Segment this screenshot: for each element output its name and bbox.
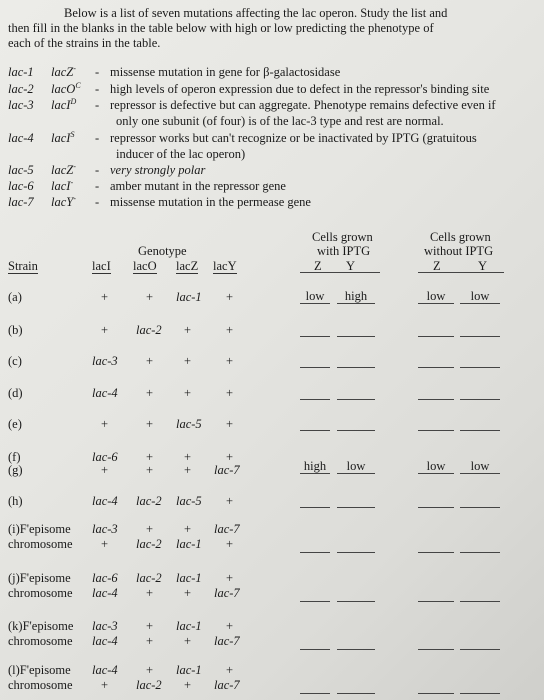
- genotype-cell-lacI: +: [101, 323, 109, 337]
- without-iptg-z-blank[interactable]: [418, 679, 454, 694]
- genotype-cell-lacZ: lac-1: [176, 537, 202, 551]
- mutation-name: lac-2: [8, 82, 34, 96]
- genotype-cell-lacZ: +: [184, 463, 192, 477]
- episome-label: (j)F'episome: [8, 571, 71, 585]
- without-iptg-y-blank[interactable]: [460, 416, 500, 431]
- with-iptg-y-blank[interactable]: [337, 385, 375, 400]
- mutation-gene-superscript: -: [73, 161, 76, 171]
- genotype-cell-lacO: +: [146, 290, 154, 304]
- without-iptg-y-blank[interactable]: [460, 538, 500, 553]
- without-iptg-z-blank[interactable]: [418, 385, 454, 400]
- genotype-cell-lacY: +: [226, 450, 234, 464]
- mutation-description: repressor works but can't recognize or be inactivated by IPTG (gratuitous: [110, 131, 477, 145]
- genotype-cell-lacZ: lac-5: [176, 494, 202, 508]
- strain-label: (d): [8, 386, 23, 400]
- without-iptg-z-blank[interactable]: [418, 416, 454, 431]
- genotype-cell-lacO: +: [146, 634, 154, 648]
- mutation-gene-superscript: -: [70, 177, 74, 187]
- mutation-gene-symbol: lacY: [51, 195, 74, 209]
- genotype-cell-lacZ: lac-1: [176, 290, 202, 304]
- genotype-cell-lacO: +: [146, 586, 154, 600]
- strain-header: Strain: [8, 259, 38, 273]
- mutation-gene-superscript: D: [70, 96, 77, 106]
- with-iptg-z-blank[interactable]: [300, 538, 330, 553]
- with-iptg-z-blank[interactable]: [300, 322, 330, 337]
- genotype-cell-lacI: lac-4: [92, 386, 118, 400]
- mutation-description: missense mutation in the permease gene: [110, 195, 311, 209]
- with-iptg-y-blank[interactable]: [337, 587, 375, 602]
- genotype-cell-lacO: +: [146, 450, 154, 464]
- strain-label: (f): [8, 450, 21, 464]
- strain-label: (a): [8, 290, 22, 304]
- genotype-cell-lacY: +: [226, 663, 234, 677]
- without-iptg-y-blank[interactable]: [460, 493, 500, 508]
- with-iptg-y-blank[interactable]: [337, 538, 375, 553]
- mutation-gene-superscript: C: [75, 80, 81, 90]
- chromosome-label: chromosome: [8, 634, 73, 648]
- with-iptg-y-blank[interactable]: [337, 679, 375, 694]
- mutation-gene: [51, 82, 81, 96]
- genotype-cell-lacY: +: [226, 619, 234, 633]
- genotype-cell-lacI: lac-3: [92, 619, 118, 633]
- mutation-gene-symbol: lacO: [51, 82, 76, 96]
- genotype-cell-lacZ: +: [184, 586, 192, 600]
- strain-label: (b): [8, 323, 23, 337]
- mutation-gene-symbol: lacZ: [51, 65, 74, 79]
- genotype-cell-lacZ: lac-1: [176, 619, 202, 633]
- with-iptg-y-blank[interactable]: low: [337, 459, 375, 474]
- mutation-description: missense mutation in gene for β-galactosidase: [110, 65, 341, 79]
- mutation-dash: -: [95, 163, 100, 177]
- without-iptg-z-blank[interactable]: low: [418, 289, 454, 304]
- genotype-cell-lacO: +: [146, 354, 154, 368]
- episome-label: (k)F'episome: [8, 619, 74, 633]
- without-iptg-y-blank[interactable]: low: [460, 289, 500, 304]
- genotype-cell-lacZ: +: [184, 323, 192, 337]
- mutation-dash: -: [95, 195, 100, 209]
- mutation-dash: -: [95, 131, 100, 145]
- mutation-description-cont: inducer of the lac operon): [116, 147, 246, 161]
- genotype-cell-lacI: lac-3: [92, 522, 118, 536]
- genotype-cell-lacY: +: [226, 386, 234, 400]
- genotype-cell-lacZ: +: [184, 678, 192, 692]
- genotype-cell-lacY: +: [226, 417, 234, 431]
- with-iptg-z-blank[interactable]: [300, 385, 330, 400]
- mutation-gene: [51, 195, 76, 209]
- strain-label: (e): [8, 417, 22, 431]
- genotype-cell-lacI: lac-6: [92, 450, 118, 464]
- without-iptg-z-blank[interactable]: [418, 538, 454, 553]
- mutation-dash: -: [95, 65, 100, 79]
- without-iptg-header-2: without IPTG: [424, 244, 494, 258]
- mutation-name: lac-1: [8, 65, 34, 79]
- without-iptg-z-blank[interactable]: low: [418, 459, 454, 474]
- intro-line-1: Below is a list of seven mutations affecting the lac operon. Study the list and: [64, 6, 448, 20]
- with-iptg-y-blank[interactable]: high: [337, 289, 375, 304]
- genotype-cell-lacI: lac-4: [92, 634, 118, 648]
- with-iptg-y-blank[interactable]: [337, 322, 375, 337]
- genotype-cell-lacI: +: [101, 463, 109, 477]
- genotype-cell-lacY: +: [226, 537, 234, 551]
- genotype-cell-lacI: +: [101, 290, 109, 304]
- genotype-cell-lacY: lac-7: [214, 634, 240, 648]
- without-z-header: Z: [433, 259, 441, 273]
- genotype-cell-lacI: +: [101, 678, 109, 692]
- strain-label: (c): [8, 354, 22, 368]
- mutation-gene: [51, 131, 74, 145]
- mutation-dash: -: [95, 82, 100, 96]
- without-iptg-z-blank[interactable]: [418, 635, 454, 650]
- with-iptg-y-blank[interactable]: [337, 635, 375, 650]
- mutation-description: amber mutant in the repressor gene: [110, 179, 286, 193]
- col-lacI: lacI: [92, 259, 111, 273]
- genotype-cell-lacO: +: [146, 386, 154, 400]
- mutation-name: lac-6: [8, 179, 34, 193]
- genotype-cell-lacZ: +: [184, 522, 192, 536]
- genotype-cell-lacY: lac-7: [214, 586, 240, 600]
- without-iptg-z-blank[interactable]: [418, 587, 454, 602]
- with-iptg-z-blank[interactable]: [300, 493, 330, 508]
- col-lacZ: lacZ: [176, 259, 199, 273]
- with-iptg-z-blank[interactable]: [300, 635, 330, 650]
- without-iptg-y-blank[interactable]: [460, 385, 500, 400]
- chromosome-label: chromosome: [8, 586, 73, 600]
- with-y-header: Y: [346, 259, 356, 273]
- mutation-description-cont: only one subunit (of four) is of the lac-3 type and rest are normal.: [116, 114, 444, 128]
- chromosome-label: chromosome: [8, 678, 73, 692]
- without-iptg-zy-rule: [418, 258, 504, 273]
- genotype-cell-lacI: lac-4: [92, 663, 118, 677]
- genotype-cell-lacO: lac-2: [136, 323, 162, 337]
- genotype-cell-lacZ: +: [184, 634, 192, 648]
- mutation-description: very strongly polar: [110, 163, 206, 177]
- genotype-cell-lacY: +: [226, 323, 234, 337]
- genotype-cell-lacY: +: [226, 494, 234, 508]
- genotype-cell-lacY: lac-7: [214, 678, 240, 692]
- mutation-gene-superscript: -: [73, 63, 76, 73]
- genotype-cell-lacO: +: [146, 463, 154, 477]
- genotype-cell-lacZ: +: [184, 386, 192, 400]
- genotype-cell-lacY: lac-7: [214, 522, 240, 536]
- with-iptg-z-blank[interactable]: [300, 353, 330, 368]
- genotype-cell-lacY: lac-7: [214, 463, 240, 477]
- without-iptg-header-1: Cells grown: [430, 230, 491, 244]
- with-iptg-z-blank[interactable]: [300, 679, 330, 694]
- without-iptg-z-blank[interactable]: [418, 353, 454, 368]
- episome-label: (i)F'episome: [8, 522, 71, 536]
- with-iptg-z-blank[interactable]: [300, 587, 330, 602]
- mutation-gene-symbol: lacZ: [51, 163, 74, 177]
- mutation-description: high levels of operon expression due to defect in the repressor's binding site: [110, 82, 490, 96]
- with-iptg-header-2: with IPTG: [317, 244, 371, 258]
- genotype-cell-lacO: lac-2: [136, 537, 162, 551]
- genotype-cell-lacZ: +: [184, 354, 192, 368]
- intro-line-3: each of the strains in the table.: [8, 36, 161, 50]
- without-iptg-y-blank[interactable]: low: [460, 459, 500, 474]
- genotype-header: Genotype: [138, 244, 187, 258]
- genotype-cell-lacO: +: [146, 522, 154, 536]
- mutation-gene: [51, 163, 76, 177]
- genotype-cell-lacI: +: [101, 417, 109, 431]
- without-y-header: Y: [478, 259, 488, 273]
- genotype-cell-lacZ: lac-1: [176, 663, 202, 677]
- genotype-cell-lacI: lac-6: [92, 571, 118, 585]
- mutation-name: lac-3: [8, 98, 34, 112]
- with-iptg-z-blank[interactable]: [300, 416, 330, 431]
- mutation-name: lac-4: [8, 131, 34, 145]
- with-iptg-y-blank[interactable]: [337, 353, 375, 368]
- mutation-gene: [51, 65, 76, 79]
- genotype-cell-lacZ: +: [184, 450, 192, 464]
- mutation-gene-superscript: S: [70, 129, 75, 139]
- mutation-gene-symbol: lacI: [51, 179, 71, 193]
- mutation-gene: [51, 179, 73, 193]
- genotype-cell-lacO: lac-2: [136, 678, 162, 692]
- with-iptg-z-blank[interactable]: low: [300, 289, 330, 304]
- mutation-gene-symbol: lacI: [51, 98, 71, 112]
- without-iptg-y-blank[interactable]: [460, 322, 500, 337]
- genotype-cell-lacY: +: [226, 290, 234, 304]
- genotype-cell-lacO: +: [146, 417, 154, 431]
- genotype-cell-lacI: lac-4: [92, 586, 118, 600]
- col-lacY: lacY: [213, 259, 237, 273]
- with-iptg-header-1: Cells grown: [312, 230, 373, 244]
- mutation-description: repressor is defective but can aggregate. Phenotype remains defective even if: [110, 98, 496, 112]
- genotype-cell-lacZ: lac-5: [176, 417, 202, 431]
- genotype-cell-lacI: lac-4: [92, 494, 118, 508]
- with-z-header: Z: [314, 259, 322, 273]
- mutation-name: lac-7: [8, 195, 34, 209]
- without-iptg-z-blank[interactable]: [418, 322, 454, 337]
- genotype-cell-lacZ: lac-1: [176, 571, 202, 585]
- genotype-cell-lacO: +: [146, 663, 154, 677]
- mutation-name: lac-5: [8, 163, 34, 177]
- without-iptg-y-blank[interactable]: [460, 635, 500, 650]
- mutation-dash: -: [95, 98, 100, 112]
- genotype-cell-lacO: lac-2: [136, 571, 162, 585]
- without-iptg-y-blank[interactable]: [460, 679, 500, 694]
- intro-line-2: then fill in the blanks in the table below with high or low predicting the phenotype of: [8, 21, 434, 35]
- genotype-cell-lacI: lac-3: [92, 354, 118, 368]
- without-iptg-y-blank[interactable]: [460, 353, 500, 368]
- chromosome-label: chromosome: [8, 537, 73, 551]
- mutation-gene-superscript: -: [73, 193, 76, 203]
- strain-label: (h): [8, 494, 23, 508]
- strain-label: (g): [8, 463, 23, 477]
- with-iptg-z-blank[interactable]: high: [300, 459, 330, 474]
- mutation-dash: -: [95, 179, 100, 193]
- genotype-cell-lacY: +: [226, 571, 234, 585]
- genotype-cell-lacI: +: [101, 537, 109, 551]
- with-iptg-y-blank[interactable]: [337, 493, 375, 508]
- genotype-cell-lacO: +: [146, 619, 154, 633]
- genotype-cell-lacO: lac-2: [136, 494, 162, 508]
- col-lacO: lacO: [133, 259, 157, 273]
- mutation-gene-symbol: lacI: [51, 131, 71, 145]
- without-iptg-z-blank[interactable]: [418, 493, 454, 508]
- with-iptg-y-blank[interactable]: [337, 416, 375, 431]
- without-iptg-y-blank[interactable]: [460, 587, 500, 602]
- with-iptg-zy-rule: [300, 258, 380, 273]
- episome-label: (l)F'episome: [8, 663, 71, 677]
- genotype-cell-lacY: +: [226, 354, 234, 368]
- mutation-gene: [51, 98, 76, 112]
